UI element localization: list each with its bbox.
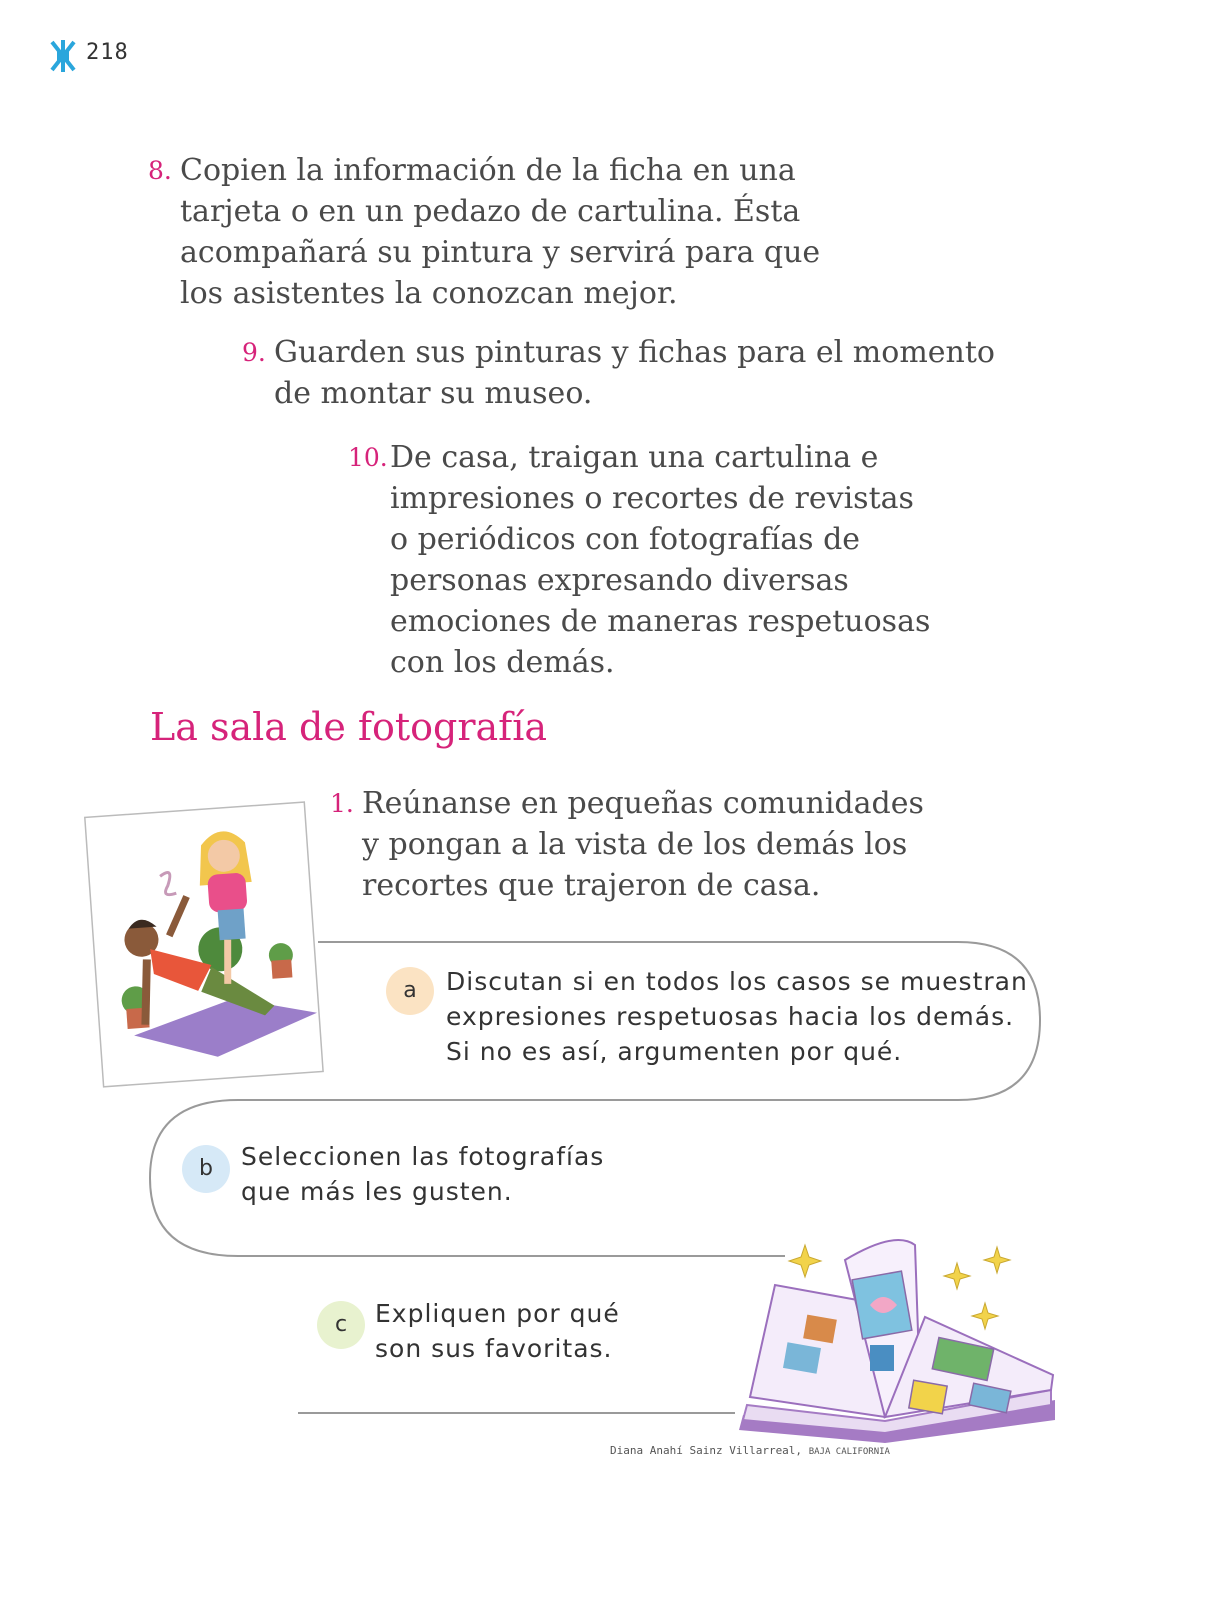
step-text: Reúnanse en pequeñas comunidades y pongan a la vista de los demás los recortes que trajeron de casa. xyxy=(362,786,924,903)
credit-name: Diana Anahí Sainz Villarreal, xyxy=(610,1444,803,1457)
step-text: Guarden sus pinturas y fichas para el momento de montar su museo. xyxy=(274,335,995,411)
sparkle-icon xyxy=(972,1303,998,1329)
step-text: Copien la información de la ficha en una tarjeta o en un pedazo de cartulina. Ésta acompañará su pintura y servirá para que los asistentes la conozcan mejor. xyxy=(180,153,821,311)
step-number: 10. xyxy=(348,443,388,472)
step-number: 9. xyxy=(242,338,266,367)
page-number: 218 xyxy=(86,40,129,65)
sparkle-icon xyxy=(944,1263,970,1289)
sparkle-icon xyxy=(789,1245,821,1277)
substep-b-badge: b xyxy=(182,1145,230,1193)
illustration-credit xyxy=(610,1444,890,1457)
photo-album-illustration xyxy=(735,1225,1065,1445)
section-title: La sala de fotografía xyxy=(150,705,548,749)
substep-a-badge: a xyxy=(386,967,434,1015)
step-number: 1. xyxy=(330,789,354,818)
yoga-photo-illustration xyxy=(80,795,340,1095)
substep-a-text: Discutan si en todos los casos se muestran expresiones respetuosas hacia los demás. Si no es así, argumenten por qué. xyxy=(446,967,1028,1066)
sparkle-icon xyxy=(984,1247,1010,1273)
credit-region: BAJA CALIFORNIA xyxy=(808,1447,890,1457)
substep-b-text: Seleccionen las fotografías que más les gusten. xyxy=(241,1142,605,1206)
substep-c-badge: c xyxy=(317,1301,365,1349)
step-text: De casa, traigan una cartulina e impresiones o recortes de revistas o periódicos con fotografías de personas expresando diversas emociones de maneras respetuosas con los demás. xyxy=(390,440,931,680)
step-number: 8. xyxy=(148,156,172,185)
substep-c-text: Expliquen por qué son sus favoritas. xyxy=(375,1299,620,1363)
